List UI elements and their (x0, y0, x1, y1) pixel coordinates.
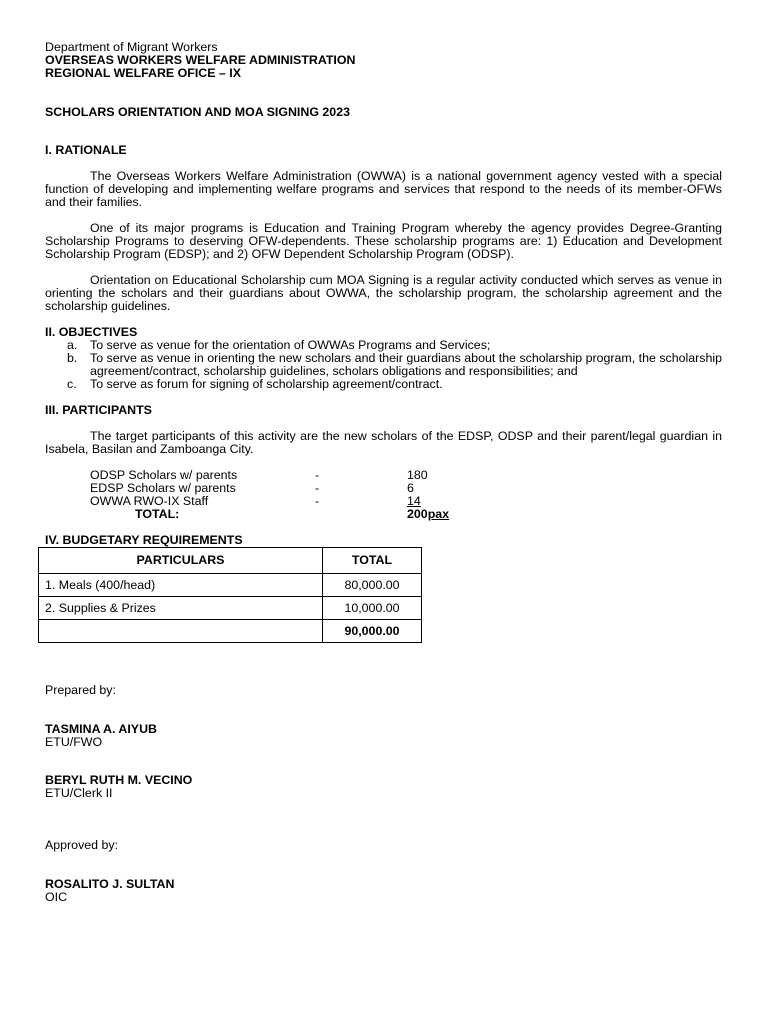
objective-marker: a. (67, 338, 78, 352)
participant-count: 6 (407, 481, 414, 495)
budget-amount: 10,000.00 (323, 597, 422, 620)
budget-table (38, 547, 422, 643)
regional-office: REGIONAL WELFARE OFICE – IX (45, 66, 241, 80)
budget-total-row (39, 620, 422, 643)
preparer-position: ETU/FWO (45, 735, 103, 749)
rationale-paragraph-3: Orientation on Educational Scholarship cum MOA Signing is a regular activity conducted which serves as venue in orienting the scholars and their guardians about OWWA, the scholarship program, the scholarship agreement and the scholarship guidelines. (45, 273, 722, 313)
budget-grand-total: 90,000.00 (323, 620, 422, 643)
participant-total-number: 200 (407, 507, 428, 521)
participant-dash: - (315, 468, 320, 482)
participant-dash: - (315, 481, 320, 495)
preparer-name: BERYL RUTH M. VECINO (45, 773, 193, 787)
rationale-paragraph-2: One of its major programs is Education and Training Program whereby the agency provides Degree-Granting Scholarship Programs to deserving OFW-dependents. These scholarship programs are: 1) Education and Development Scholarship Program (EDSP); and 2) OFW Dependent Scholarship Program (ODSP). (45, 221, 722, 261)
particulars-header: PARTICULARS (39, 548, 323, 574)
budget-header-row (39, 548, 422, 574)
objective-item (45, 352, 722, 378)
participant-dash: - (315, 494, 320, 508)
document-title: SCHOLARS ORIENTATION AND MOA SIGNING 2023 (45, 105, 350, 119)
participants-intro: The target participants of this activity are the new scholars of the EDSP, ODSP and their parent/legal guardian in Isabela, Basilan and Zamboanga City. (45, 429, 722, 456)
table-row (39, 574, 422, 597)
rationale-paragraph-1: The Overseas Workers Welfare Administration (OWWA) is a national government agency vested with a special function of developing and implementing welfare programs and services that respond to the needs of its member-OFWs and their families. (45, 169, 722, 209)
budget-total-empty (39, 620, 323, 643)
objectives-heading: II. OBJECTIVES (45, 325, 138, 339)
total-header: TOTAL (323, 548, 422, 574)
department-line: Department of Migrant Workers (45, 40, 218, 54)
objective-item (45, 378, 722, 391)
budget-amount: 80,000.00 (323, 574, 422, 597)
participant-total-value (407, 508, 449, 521)
approved-by-label: Approved by: (45, 838, 119, 852)
preparer-name: TASMINA A. AIYUB (45, 722, 157, 736)
objective-text: To serve as venue in orienting the new scholars and their guardians about the scholarship program, the scholarship agreement/contract, scholarship guidelines, scholars obligations and responsibilities; and (90, 351, 722, 378)
agency-name: OVERSEAS WORKERS WELFARE ADMINISTRATION (45, 53, 356, 67)
participants-heading: III. PARTICIPANTS (45, 403, 152, 417)
participant-label: ODSP Scholars w/ parents (90, 468, 238, 482)
participant-count: 180 (407, 468, 428, 482)
approver-name: ROSALITO J. SULTAN (45, 877, 175, 891)
prepared-by-label: Prepared by: (45, 683, 116, 697)
participant-total-label: TOTAL: (135, 507, 180, 521)
objective-marker: b. (67, 351, 78, 365)
participant-count: 14 (407, 494, 421, 508)
approver-position: OIC (45, 890, 68, 904)
objective-text: To serve as forum for signing of scholarship agreement/contract. (90, 377, 443, 391)
rationale-heading: I. RATIONALE (45, 143, 127, 157)
participant-total-unit: pax (427, 507, 450, 521)
objective-marker: c. (67, 377, 77, 391)
participant-label: OWWA RWO-IX Staff (90, 494, 209, 508)
budget-item: 1. Meals (400/head) (39, 574, 323, 597)
objective-text: To serve as venue for the orientation of OWWAs Programs and Services; (90, 338, 491, 352)
budget-heading: IV. BUDGETARY REQUIREMENTS (45, 533, 243, 547)
table-row (39, 597, 422, 620)
participant-label: EDSP Scholars w/ parents (90, 481, 236, 495)
budget-item: 2. Supplies & Prizes (39, 597, 323, 620)
preparer-position: ETU/Clerk II (45, 786, 113, 800)
